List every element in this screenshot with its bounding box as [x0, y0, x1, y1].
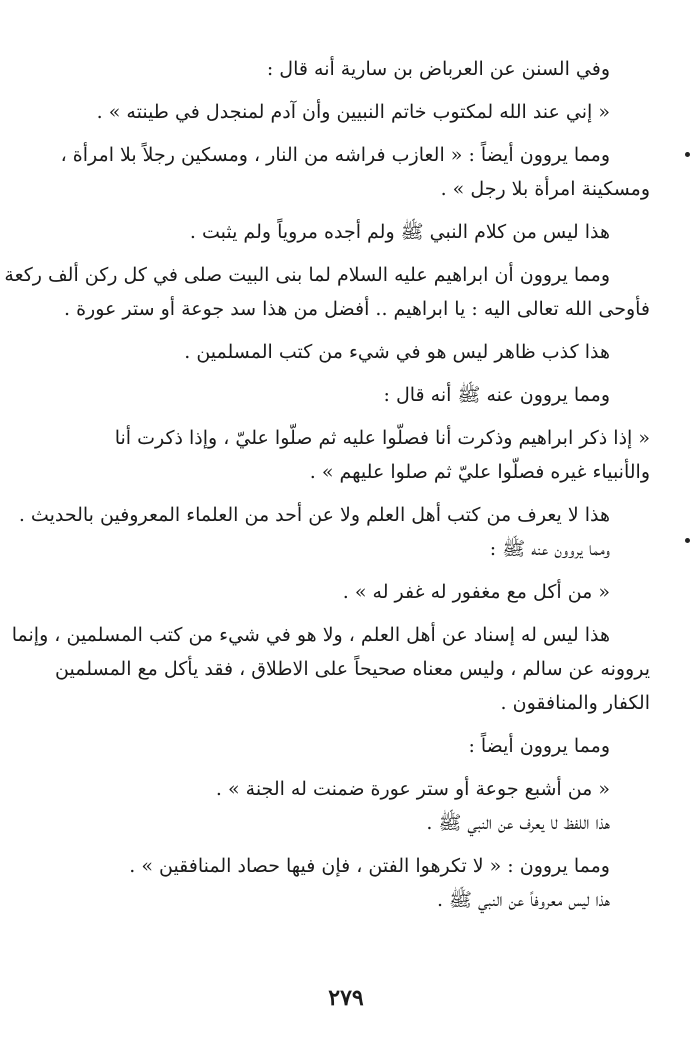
margin-dot-mark — [685, 152, 690, 157]
text-line: « من أشبع جوعة أو ستر عورة ضمنت له الجنة » . — [215, 778, 610, 800]
text-line: هذا لا يعرف من كتب أهل العلم ولا عن أحد من العلماء المعروفين بالحديث . — [18, 504, 610, 526]
text-line: هذا ليس من كلام النبي ﷺ ولم أجده مروياً ولم يثبت . — [189, 221, 610, 243]
text-line: ومما يروون عنه ﷺ أنه قال : — [383, 384, 610, 406]
text-line: هذا كذب ظاهر ليس هو في شيء من كتب المسلمين . — [184, 341, 610, 363]
text-line: ومما يروون : « لا تكرهوا الفتن ، فإن فيها حصاد المنافقين » . — [129, 855, 610, 877]
text-line: والأنبياء غيره فصلّوا عليّ ثم صلوا عليهم » . — [309, 461, 650, 483]
text-line: « إذا ذكر ابراهيم وذكرت أنا فصلّوا عليه ثم صلّوا عليّ ، وإذا ذكرت أنا — [114, 427, 650, 449]
text-line: فأوحى الله تعالى اليه : يا ابراهيم .. أفضل من هذا سد جوعة أو ستر عورة . — [64, 298, 650, 320]
text-line: ومما يروون أيضاً : — [468, 735, 610, 757]
text-line: هذا ليس معروفاً عن النبي ﷺ . — [436, 889, 610, 911]
text-line: ومسكينة امرأة بلا رجل » . — [440, 178, 650, 200]
text-line: « من أكل مع مغفور له غفر له » . — [342, 581, 610, 603]
page-body — [4, 52, 650, 917]
text-line: ومما يروون عنه ﷺ : — [489, 538, 610, 560]
text-line: هذا اللفظ لا يعرف عن النبي ﷺ . — [426, 812, 610, 834]
text-line: هذا ليس له إسناد عن أهل العلم ، ولا هو في شيء من كتب المسلمين ، وإنما — [11, 624, 610, 646]
page-number: ٢٧٩ — [328, 985, 364, 1011]
margin-dot-mark — [685, 538, 690, 543]
text-line: الكفار والمنافقون . — [500, 692, 650, 714]
text-line: « إني عند الله لمكتوب خاتم النبيين وأن آدم لمنجدل في طينته » . — [96, 101, 610, 123]
text-line: يروونه عن سالم ، وليس معناه صحيحاً على الاطلاق ، فقد يأكل مع المسلمين — [55, 658, 650, 680]
text-line: ومما يروون أن ابراهيم عليه السلام لما بنى البيت صلى في كل ركن ألف ركعة — [4, 264, 610, 286]
text-line: وفي السنن عن العرباض بن سارية أنه قال : — [266, 58, 610, 80]
text-line: ومما يروون أيضاً : « العازب فراشه من النار ، ومسكين رجلاً بلا امرأة ، — [60, 144, 610, 166]
